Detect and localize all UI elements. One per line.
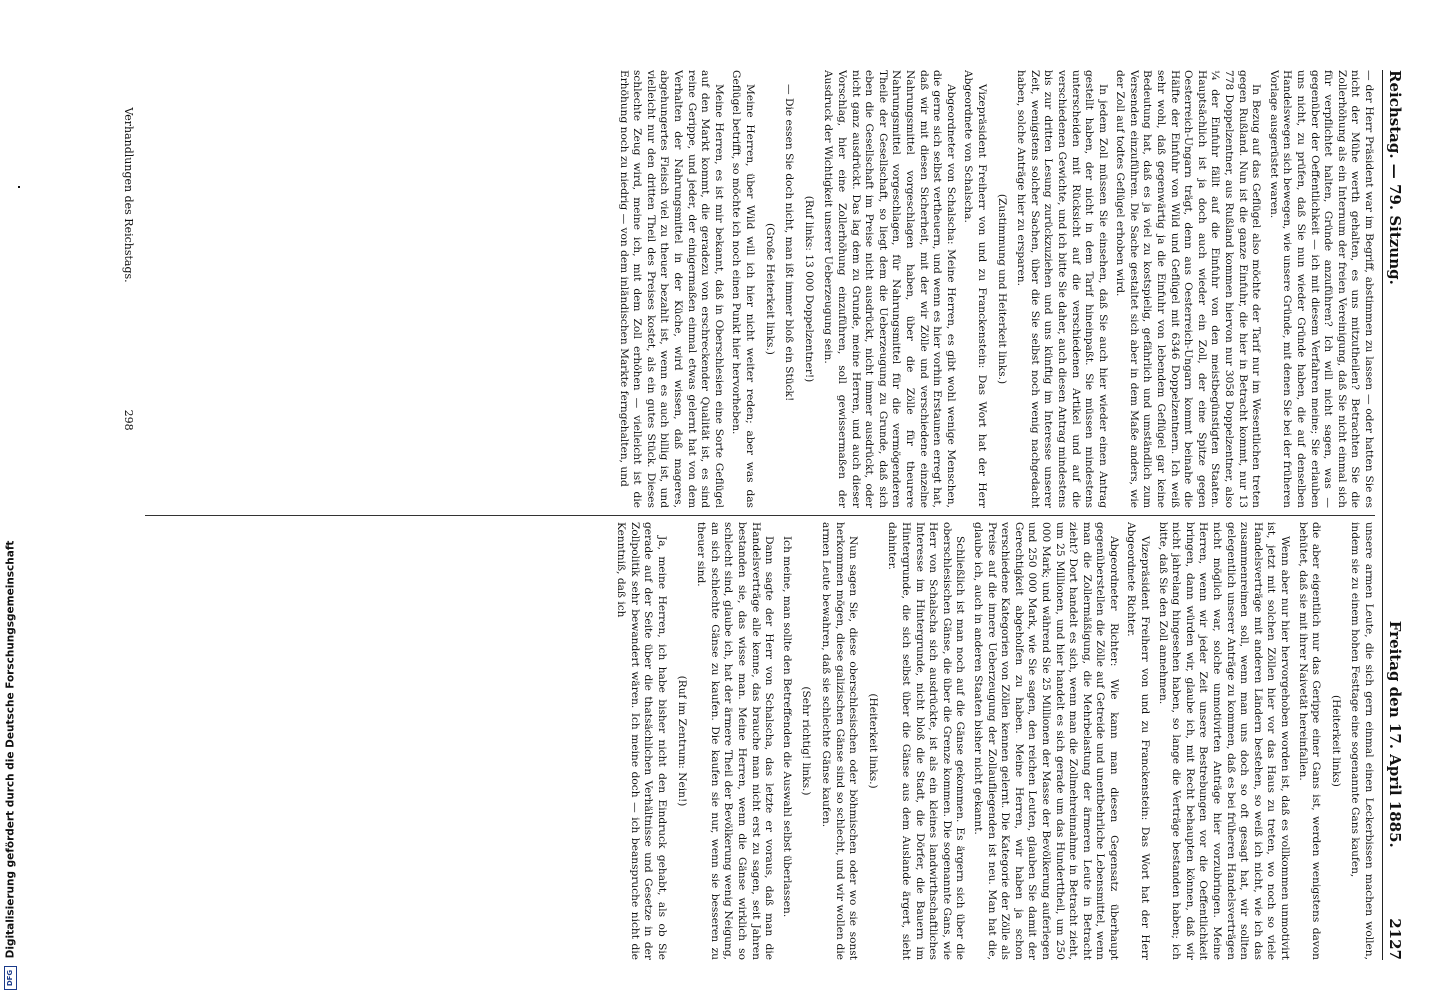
speaker-paragraph: Vizepräsident Freiherr von und zu Franckenstein: Das Wort hat der Herr Abgeordnete Richter. [1125, 522, 1152, 960]
speaker-paragraph: Abgeordneter von Schalscha: Meine Herren, es gibt wohl wenige Menschen, die gerne sich selbst vertheuern, und wenn es hier vorhin Erstaunen erregt hat, daß wir mit diesen Sicherheit, mit der wir Zölle und verschiedene einzelne Nahrungsmittel vorgeschlagen haben, über die Zölle für theurere Nahrungsmittel vorgeschlagen, für Nahrungsmittel für die vermögenderen Theile der Gesellschaft, so liegt dem die Ueberzeugung zu Grunde, daß sich eben die Gesellschaft im Preise nicht ausdrückt, nicht immer ausdrückt, oder nicht ganz ausdrückt. Das lag dem zu Grunde, meine Herren, und auch dieser Vorschlag, hier eine Zollerhöhung einzuführen, soll gewissermaßen der Ausdruck der Wichtigkeit unserer Ueberzeugung sein. [822, 70, 957, 508]
header-session: Reichstag. — 79. Sitzung. [1386, 70, 1404, 285]
paragraph: Nun sagen Sie, diese oberschlesischen oder böhmischen oder wo sie sonst herkommen mögen, diese galizischen Gänse sind so schlecht, und wir wollen die armen Leute bewahren, daß sie schlechte Gänse kaufen. [820, 522, 860, 960]
paragraph: unsere armen Leute, die sich gern einmal einen Leckerbissen machen wollen, indem sie zu einem hohen Festtage eine sogenannte Gans kaufen, [1349, 522, 1375, 960]
interjection: (Heiterkeit links.) [866, 693, 879, 789]
paragraph: — Die essen Sie doch nicht, man ißt immer bloß ein Stück! [783, 84, 796, 402]
paragraph: Dann sagte der Herr von Schalscha, das letzte er voraus, daß man die Handelsverträge alle kenne, das brauche man nicht erst zu sagen, seit Jahren bestanden sie, das wisse man. Meine Herren, wenn die Gänse wirklich so schlecht sind, glaube ich, hat der ärmere Theil der Bevölkerung wenig Neigung, an sich schlechte Gänse zu kaufen. Die kaufen sie nur, wenn sie besseren zu theuer sind. [695, 522, 776, 960]
paragraph: Meine Herren, es ist mir bekannt, daß in Oberschlesien eine Sorte Geflügel auf den Markt kommt, die geradezu von erschreckender Qualität ist, es sind reine Gerippe, und jeder, der einigermaßen einmal etwas gelernt hat von dem Verhalten der Nahrungsmittel in der Küche, wird wissen, daß mageres, abgehungertes Fleisch viel zu theuer bezahlt ist, wenn es auch billig ist, und vielleicht nur den dritten Theil des Preises kostet, als ein gutes Stück. Dieses schlechte Zeug wird, meine ich, mit dem Zoll erhöhen — vielleicht ist die Erhöhung noch zu niedrig — von dem inländischen Markte ferngehalten, und [617, 70, 725, 508]
paragraph: Meine Herren, über Wild will ich hier nicht weiter reden; aber was das Geflügel betrifft, so möchte ich noch einen Punkt hier hervorheben. [730, 70, 757, 508]
speaker-paragraph: Vizepräsident Freiherr von und zu Franckenstein: Das Wort hat der Herr Abgeordnete von Schalscha. [962, 70, 988, 508]
paragraph: Ich meine, man sollte den Betreffenden die Auswahl selbst überlassen. [780, 536, 793, 918]
digitization-credit [4, 541, 17, 990]
page-footer [122, 30, 135, 508]
paragraph: die aber eigentlich nur das Gerippe einer Gans ist, werden wenigstens davon behütet, daß sie mit ihrer Naivetät hereinfallen. [1296, 522, 1323, 960]
text-column-right [145, 522, 1375, 960]
scan-speck [18, 186, 20, 188]
interjection: (Heiterkeit links) [1329, 695, 1342, 787]
interjection: (Sehr richtig! links.) [800, 686, 813, 796]
page-number: 2127 [1386, 918, 1404, 960]
paragraph: Schließlich ist man noch auf die Gänse gekommen. Es ärgern sich über die oberschlesischen Gänse, die über die Grenze kommen. Die sogenannte Gans, wie Herr von Schalscha sich ausdrückte, ist als ein kleines landwirthschaftliches Interesse im Hintergrunde, nicht bloß die Stadt, die Dörfer, die Bauern im Hintergrunde, die sich selbst über die Gänse aus dem Auslande ärgert, sieht dahinter. [886, 522, 967, 960]
header-date: Freitag den 17. April 1885. [1386, 620, 1404, 848]
footer-sheet-sign: 298 [122, 409, 135, 431]
paragraph: — der Herr Präsident war im Begriff, abstimmen zu lassen — oder hatten Sie es nicht der Mühe werth gehalten, es uns mitzutheilen? Betrachten Sie die Zollerhöhung als ein Internum der freien Vereinigung, daß Sie nicht einmal sich für verpflichtet halten, Gründe anzuführen? Ich will nicht sagen, was — gegenüber der Oeffentlichkeit — ich mit diesem Verfahren meine; Sie erlauben uns nicht, zu prüfen, daß Sie nun wieder Gründe haben, die auf denselben Handelswegen sich bewegen, wie unsere Gründe, mit denen Sie bei der früheren Vorlage ausgerüstet waren. [1267, 70, 1375, 508]
footer-catchword: Verhandlungen des Reichstags. [122, 107, 135, 283]
interjection: (Ruf links: 13 000 Doppelzentner!) [802, 195, 815, 383]
dfg-logo-icon: DFG [4, 966, 17, 990]
speaker-paragraph: Abgeordneter Richter: Wie kann man diesen Gegensatz überhaupt gegenüberstellen die Zölle auf Getreide und unentbehrliche Lebensmittel, wenn man die Zollermäßigung, die Mehrbelastung der ärmeren Leute in Betracht zieht? Dort handelt es sich, wenn man die Zollmehreinnahme in Betracht zieht, um 25 Millionen, und hier handelt es sich gerade um das Hunderttheil, um 250 000 Mark; und während Sie 25 Millionen der Masse der Bevölkerung auferlegen und 250 000 Mark, wie Sie sagen, den reichen Leuten, glauben Sie damit der Gerechtigkeit abgeholfen zu haben. Meine Herren, wir haben ja schon verschiedene Kategorien von Zöllen kennen gelernt. Die Kategorie der Zölle als Preise auf die innere Ueberzeugung der Zollaufliegenden ist neu. Man hat die, glaube ich, auch in anderen Staaten bisher nicht gekannt. [971, 522, 1120, 960]
paragraph: Ja, meine Herren, ich habe bisher nicht den Eindruck gehabt, als ob Sie gerade auf der Seite über die thatsächlichen Verhältnisse und Gesetze in der Zollpolitik sehr bewandert wären. Ich meine doch — ich beanspruche nicht die Kenntniß, daß ich [615, 522, 669, 960]
column-divider [145, 515, 1375, 516]
interjection: (Große Heiterkeit links.) [763, 223, 776, 355]
paragraph: Wenn aber nur hier hervorgehoben worden ist, daß es vollkommen unmotivirt ist, jetzt mit solchen Zöllen hier vor das Haus zu treten, wo noch so viele Handelsverträge mit anderen Ländern bestehen, so weiß ich nicht, wie ich das zusammenreimen soll, wenn man uns doch so oft gesagt hat, wir sollten gelegentlich unserer Anträge zu kommen, daß es bei früheren Handelsverträgen nicht möglich war, solche unmotivirten Anträge hier vorzubringen. Meine Herren, wenn wir jeder Zeit unsere Bestrebungen vor die Oeffentlichkeit bringen, dann würden wir, glaube ich, mit Recht behaupten können, daß wir nicht jahrelang hingesehen haben, so lange die Verträge bestanden haben; ich bitte, daß Sie den Zoll annehmen. [1156, 522, 1292, 960]
paragraph: In jedem Zoll müssen Sie einsehen, daß Sie auch hier wieder einen Antrag gestellt haben, der nicht in dem Tarif hineinpaßt. Sie müssen mindestens unterscheiden mit Rücksicht auf die verschiedenen Artikel und auf die verschiedenen Gewichte, und ich bitte Sie daher, auch diesen Antrag mindestens bis zur dritten Lesung zurückzuziehen und uns künftig im Interesse unserer Zeit, wenigstens solcher Sachen, über die Sie selbst noch wenig nachgedacht haben, solche Anträge hier zu ersparen. [1015, 70, 1109, 508]
header-date-and-page [1386, 621, 1404, 960]
paragraph: In Bezug auf das Geflügel also möchte der Tarif nur im Wesentlichen treten gegen Rußland. Nun ist die ganze Einfuhr, die hier in Betracht kommt, nur 13 778 Doppelzentner, aus Rußland kommen hiervon nur 3058 Doppelzentner, also ¼ der Einfuhr fällt auf die Einfuhr von den meistbegünstigten Staaten. Hauptsächlich ist ja doch auch wieder ein Zoll, der eine Spitze gegen Oesterreich-Ungarn trägt, denn aus Oesterreich-Ungarn kommt beinahe die Hälfte der Einfuhr von Wild und Geflügel mit 6346 Doppelzentnern. Ich weiß sehr wohl, daß gegenwärtig ja die Einfuhr von lebendem Geflügel gar keine Bedeutung hat, daß es ja viel zu kostspielig, gefährlich und umständlich zum Versenden einzuführen. Die Sache gestaltet sich aber in dem Maße anders, wie der Zoll auf todtes Geflügel erhoben wird. [1114, 70, 1263, 508]
page-header [1382, 70, 1407, 960]
rotated-page-content [92, 30, 1417, 980]
text-column-left [145, 70, 1375, 508]
credit-text: Digitalisierung gefördert durch die Deutsche Forschungsgemeinschaft [4, 540, 17, 959]
interjection: (Zustimmung und Heiterkeit links.) [995, 193, 1008, 385]
interjection: (Ruf im Zentrum: Nein!) [675, 675, 688, 807]
